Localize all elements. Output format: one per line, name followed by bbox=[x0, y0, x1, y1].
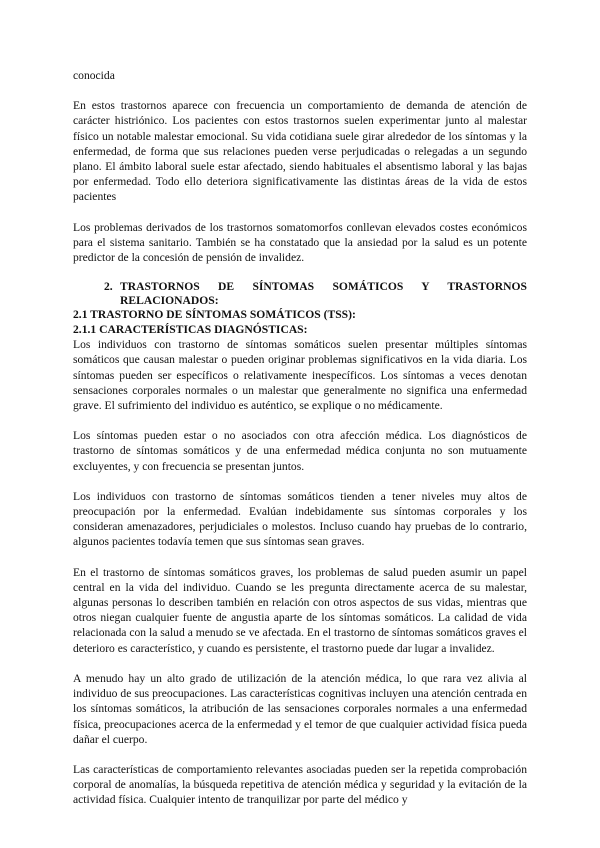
spacer bbox=[73, 83, 527, 98]
paragraph-multiple-symptoms: Los individuos con trastorno de síntomas somáticos suelen presentar múltiples síntomas somáticos que causan malestar o pueden originar problemas significativos en la vida diaria. Los síntomas pueden ser específicos o relativamente inespecíficos. Los síntomas a veces denotan sensaciones corporales normales o un malestar que generalmente no significa una enfermedad grave. El sufrimiento del individuo es auténtico, se explique o no médicamente. bbox=[73, 338, 527, 413]
carryover-text: conocida bbox=[73, 69, 115, 82]
paragraph-concern-levels: Los individuos con trastorno de síntomas somáticos tienden a tener niveles muy altos de preocupación por la enfermedad. Evalúan indebidamente sus síntomas corporales y los consideran amenazadores, perjudiciales o molestos. Incluso cuando hay pruebas de lo contrario, algunos pacientes todavía temen que sus síntomas sean graves. bbox=[73, 489, 527, 549]
paragraph-severe-disorder: En el trastorno de síntomas somáticos graves, los problemas de salud pueden asumir un papel central en la vida del individuo. Cuando se les pregunta directamente acerca de su malestar, algunas personas lo describen también en relación con otros aspectos de sus vidas, mientras que otros niegan cualquier fuente de angustia aparte de los síntomas somáticos. La calidad de vida relacionada con la salud a menudo se ve afectada. En el trastorno de síntomas somáticos graves el deterioro es característico, y cuando es persistente, el trastorno puede dar lugar a invalidez. bbox=[73, 565, 527, 655]
spacer bbox=[73, 550, 527, 565]
section-title: TRASTORNOS DE SÍNTOMAS SOMÁTICOS Y TRASTORNOS RELACIONADOS: bbox=[120, 280, 527, 308]
spacer bbox=[73, 656, 527, 671]
subsection-heading: 2.1 TRASTORNO DE SÍNTOMAS SOMÁTICOS (TSS): bbox=[73, 308, 356, 322]
spacer bbox=[73, 747, 527, 762]
section-heading bbox=[73, 280, 527, 308]
spacer bbox=[73, 205, 527, 220]
paragraph-behavioral-features: Las características de comportamiento relevantes asociadas pueden ser la repetida comprobación corporal de anomalías, la búsqueda repetitiva de atención médica y seguridad y la evitación de la actividad física. Cualquier intento de tranquilizar por parte del médico y bbox=[73, 762, 527, 807]
section-number: 2. bbox=[104, 280, 113, 294]
spacer bbox=[73, 265, 527, 280]
spacer bbox=[73, 413, 527, 428]
document-page bbox=[73, 68, 527, 808]
subsubsection-heading: 2.1.1 CARACTERÍSTICAS DIAGNÓSTICAS: bbox=[73, 322, 308, 336]
spacer bbox=[73, 474, 527, 489]
paragraph-demand-attention: En estos trastornos aparece con frecuencia un comportamiento de demanda de atención de carácter histriónico. Los pacientes con estos trastornos suelen experimentar junto al malestar físico un notable malestar emocional. Su vida cotidiana suele girar alrededor de los síntomas y la enfermedad, de forma que sus relaciones pueden verse perjudicadas o relegadas a un segundo plano. El ámbito laboral suele estar afectado, siendo habituales el absentismo laboral y las bajas por enfermedad. Todo ello deteriora significativamente las distintas áreas de la vida de estos pacientes bbox=[73, 99, 527, 204]
paragraph-economic-costs: Los problemas derivados de los trastornos somatomorfos conllevan elevados costes económicos para el sistema sanitario. También se ha constatado que la ansiedad por la salud es un potente predictor de la concesión de pensión de invalidez. bbox=[73, 220, 527, 265]
paragraph-associated-condition: Los síntomas pueden estar o no asociados con otra afección médica. Los diagnósticos de trastorno de síntomas somáticos y de una enfermedad médica conjunta no son mutuamente excluyentes, y con frecuencia se presentan juntos. bbox=[73, 429, 527, 473]
paragraph-medical-care: A menudo hay un alto grado de utilización de la atención médica, lo que rara vez alivia al individuo de sus preocupaciones. Las características cognitivas incluyen una atención centrada en los síntomas somáticos, la atribución de las sensaciones corporales normales a una enfermedad física, preocupaciones acerca de la enfermedad y el temor de que cualquier actividad física pueda dañar el cuerpo. bbox=[73, 671, 527, 746]
